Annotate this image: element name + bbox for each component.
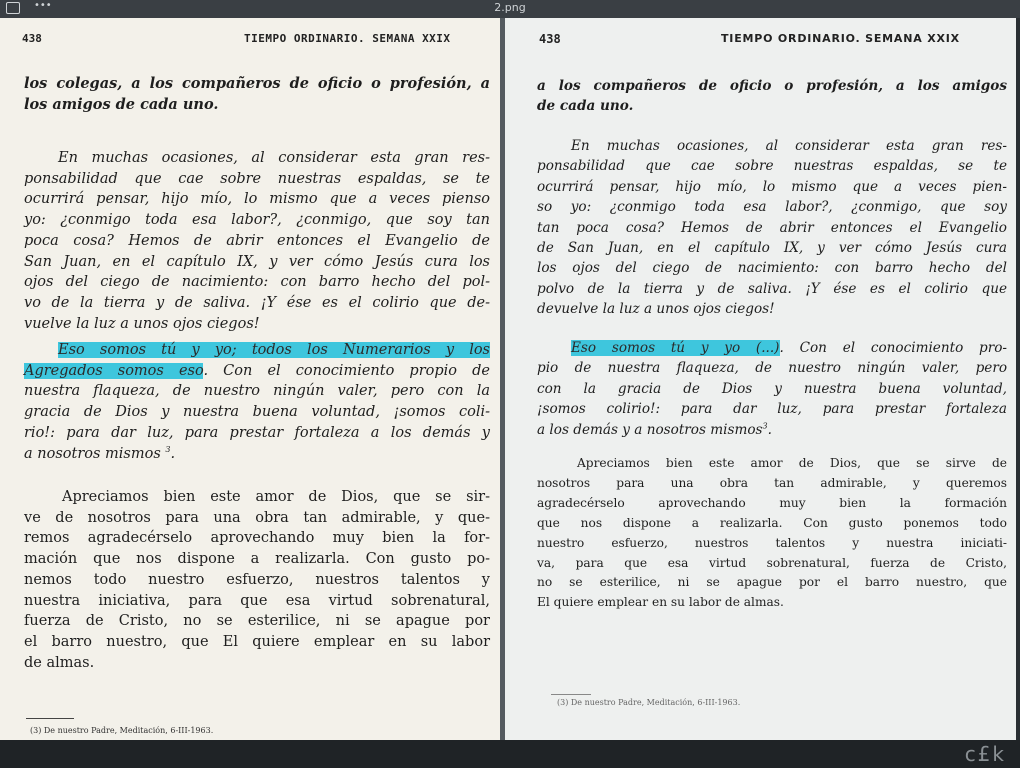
text-line: mación que nos dispone a realizarla. Con gusto po- [24,551,490,568]
text-line: El quiere emplear en su labor de almas. [537,595,784,610]
text-line: de cada uno. [537,98,634,115]
text-line: ojos del ciego de nacimiento: con barro hecho del pol- [24,274,490,291]
text-line: los colegas, a los compañeros de oficio o profesión, a [24,75,490,92]
screen-bottom-edge [0,740,1020,768]
text-fragment: . Con el conocimiento pro- [779,340,1008,356]
text-line: vo de la tierra y de saliva. ¡Y ése es el colirio que de- [24,294,490,311]
right-paragraph-2 [537,136,1007,320]
right-page-photo [505,18,1016,740]
text-line: tan poca cosa? Hemos de abrir entonces el Evangelio [537,219,1007,236]
footnote-rule [26,718,74,719]
text-line: poca cosa? Hemos de abrir entonces el Evangelio de [24,232,490,249]
text-line: nuestra iniciativa, para que esa virtud sobrenatural, [24,592,490,609]
text-line: va, para que esa virtud sobrenatural, fuerza de Cristo, [537,555,1007,570]
text-line: Apreciamos bien este amor de Dios, que se sir- [62,489,490,505]
right-paragraph-1 [537,76,1007,117]
viewer-titlebar [0,0,1020,18]
left-paragraph-3 [24,340,490,464]
text-line: de almas. [24,654,95,671]
left-footnote: (3) De nuestro Padre, Meditación, 6-III-1963. [30,726,214,735]
text-line: Apreciamos bien este amor de Dios, que se sirve de [577,456,1007,470]
text-line: nuestra flaqueza, de nuestro ningún valer, pero con la [24,383,490,400]
text-line: devuelve la luz a unos ojos ciegos! [537,301,775,318]
highlighted-text: Agregados somos eso [24,362,204,379]
text-line: ponsabilidad que cae sobre nuestras espaldas, se te [537,158,1007,175]
text-line [537,338,1007,358]
text-line: fuerza de Cristo, no se esterilice, ni se apague por [24,613,490,630]
text-line: los amigos de cada uno. [24,95,219,113]
text-line: nemos todo nuestro esfuerzo, nuestros talentos y [24,571,490,588]
text-line: que nos dispone a realizarla. Con gusto ponemos todo [537,515,1007,530]
right-page-number: 438 [539,32,561,46]
left-paragraph-2 [24,148,490,334]
text-line: pio de nuestra flaqueza, de nuestro ningún valer, pero [537,360,1007,377]
text-line: remos agradecérselo aprovechando muy bien la for- [24,530,490,547]
text-line: nuestro esfuerzo, nuestros talentos y nuestra iniciati- [537,535,1007,550]
text-line: En muchas ocasiones, al considerar esta gran res- [571,138,1007,154]
text-line [24,361,490,382]
text-line: el barro nuestro, que El quiere emplear en su labor [24,633,490,650]
text-line: San Juan, en el capítulo IX, y ver cómo Jesús cura los [24,253,490,270]
text-line: En muchas ocasiones, al considerar esta gran res- [58,150,490,166]
text-line: ¡somos colirio!: para dar luz, para prestar fortaleza [537,401,1007,418]
file-name: 2.png [494,1,526,14]
right-paragraph-4 [537,454,1007,613]
right-running-head: TIEMPO ORDINARIO. SEMANA XXIX [721,32,960,45]
text-fragment: a nosotros mismos [24,445,161,462]
left-page-number: 438 [22,32,42,45]
left-page-photo [0,18,500,740]
more-dots-icon[interactable]: ••• [34,0,52,11]
text-line: rio!: para dar luz, para prestar fortaleza a los demás y [24,424,490,441]
text-line: polvo de la tierra y de saliva. ¡Y ése es el colirio que [537,280,1007,297]
text-line: los ojos del ciego de nacimiento: con barro hecho del [537,260,1007,277]
text-line: gracia de Dios y nuestra buena voluntad, ¡somos coli- [24,404,490,421]
right-footnote: (3) De nuestro Padre, Meditación, 6-III-1963. [557,698,741,707]
right-paragraph-3 [537,338,1007,440]
left-paragraph-4 [24,487,490,673]
footnote-rule [551,694,591,695]
text-line: ponsabilidad que cae sobre nuestras espaldas, se te [24,170,490,187]
text-line: a los compañeros de oficio o profesión, a los amigos [537,78,1007,94]
text-line: de San Juan, en el capítulo IX, y ver cómo Jesús cura [537,240,1007,257]
left-paragraph-1 [24,74,490,115]
text-line [24,340,490,361]
text-fragment: a los demás y a nosotros mismos [537,421,763,438]
text-line: ve de nosotros para una obra tan admirable, y que- [24,509,490,526]
text-line: no se esterilice, ni se apague por el barro nuestro, que [537,575,1007,590]
text-line: agradecérselo aprovechando muy bien la formación [537,495,1007,510]
text-line: vuelve la luz a unos ojos ciegos! [24,315,260,332]
footnote-ref: 3 [762,421,768,431]
highlighted-text: Eso somos tú y yo (...) [571,340,780,356]
text-line: a nosotros mismos $^3$. [24,444,176,462]
footnote-ref: 3 [165,444,171,454]
text-fragment: . Con el conocimiento propio de [203,362,490,379]
text-line: ocurrirá pensar, hijo mío, lo mismo que a veces pienso [24,191,490,208]
text-line: nosotros para una obra tan admirable, y queremos [537,475,1007,490]
text-line: so yo: ¿conmigo toda esa labor?, ¿conmigo, que soy [537,199,1007,216]
text-line: con la gracia de Dios y nuestra buena voluntad, [537,380,1007,397]
text-line: ocurrirá pensar, hijo mío, lo mismo que a veces pien- [537,178,1007,195]
text-line: a los demás y a nosotros mismos$^3$. [537,421,772,438]
corner-glyphs-icon: c£k [964,742,1006,766]
text-line: yo: ¿conmigo toda esa labor?, ¿conmigo, que soy tan [24,212,490,229]
highlighted-text: Eso somos tú y yo; todos los Numerarios y los [58,342,490,358]
left-running-head: TIEMPO ORDINARIO. SEMANA XXIX [244,32,451,45]
